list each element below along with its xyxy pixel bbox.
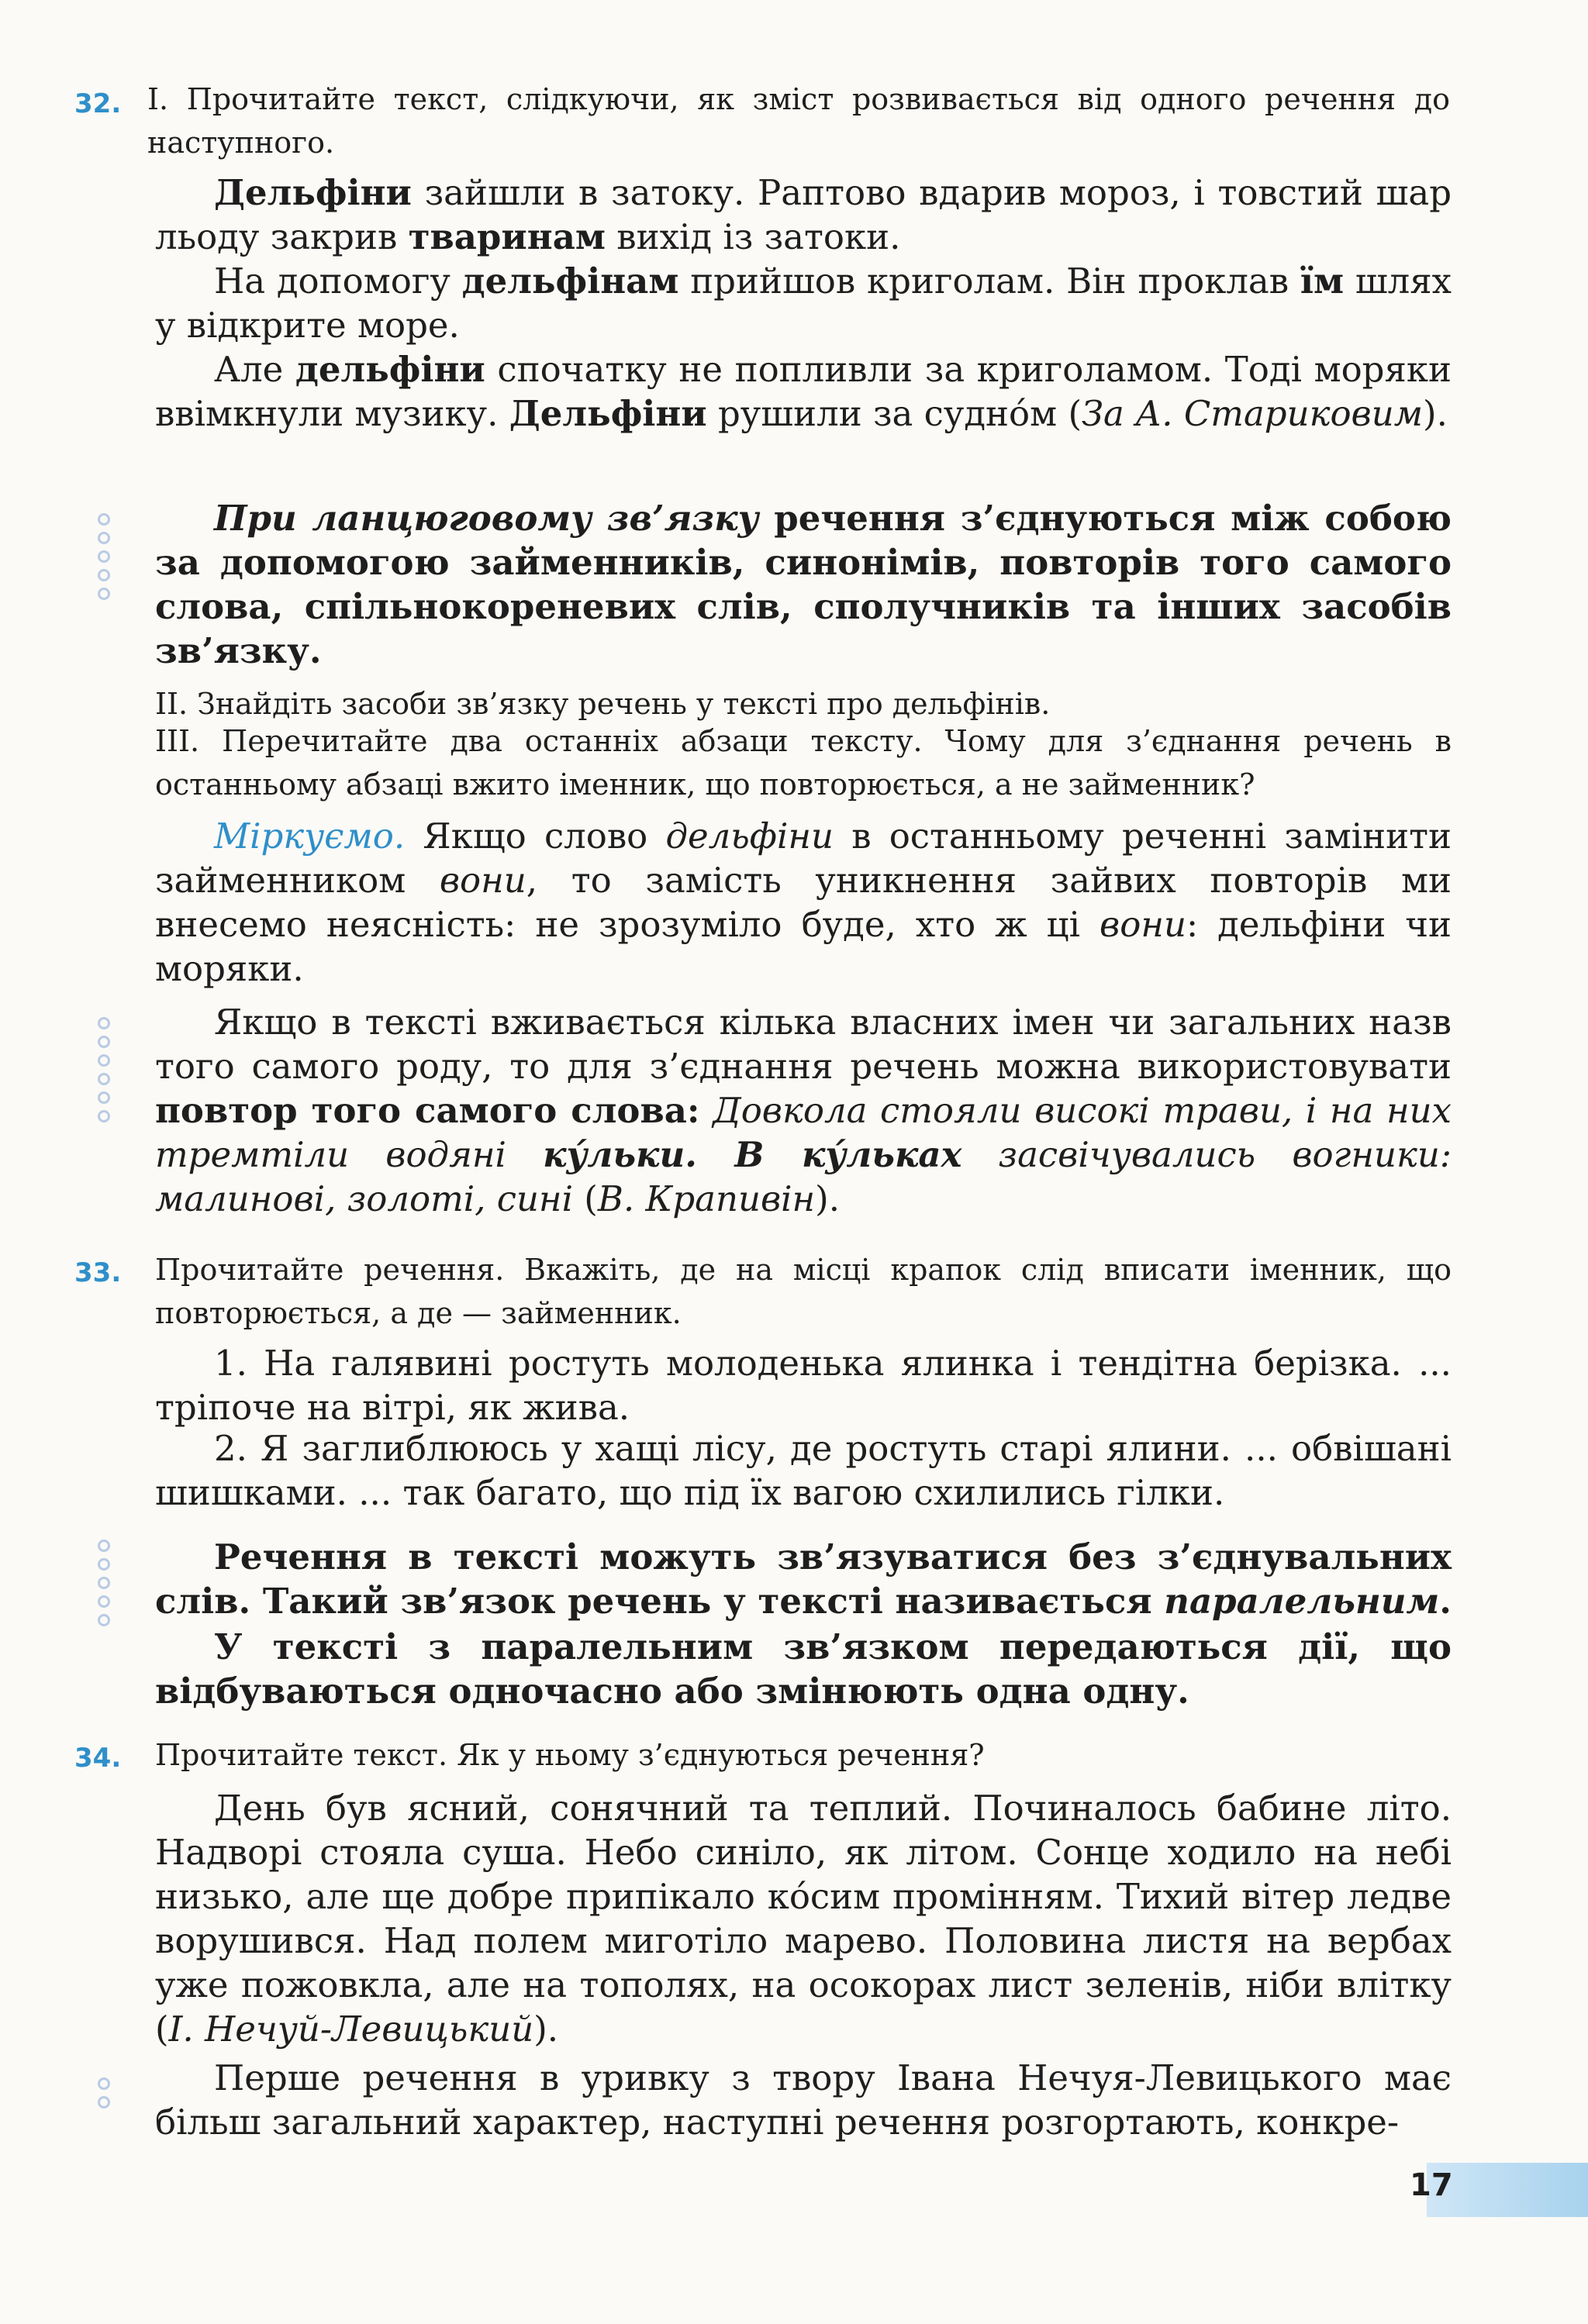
exercise-number: 32. xyxy=(74,88,122,119)
rule-marker-icon xyxy=(95,2077,113,2108)
task-instruction: Прочитайте речення. Вкажіть, де на місці крапок слід вписати іменник, що повторюється, а де — займенник. xyxy=(155,1253,1452,1330)
rule-marker-icon xyxy=(95,513,113,600)
note-paragraph: Якщо в тексті вживається кілька власних імен чи загальних назв того самого роду, то для з’єднання речень можна використовувати повтор того самого слова: Довкола стояли високі трави, і на них тремтіли водяні ку́льки. В ку́льках засвічувались вогники: малинові, золоті, сині (В. Крапивін). xyxy=(155,1002,1452,1219)
task-instruction: III. Перечитайте два останніх абзаци тексту. Чому для з’єднання речень в останньому абзаці вжито іменник, що повторюється, а не займенник? xyxy=(155,724,1452,802)
task-instruction: II. Знайдіть засоби зв’язку речень у тексті про дельфінів. xyxy=(155,687,1051,721)
exercise-number: 33. xyxy=(74,1257,122,1288)
sentence-item: 1. На галявині ростуть молоденька ялинка і тендітна берізка. ... тріпоче на вітрі, як жива. xyxy=(155,1343,1452,1428)
exercise-number: 34. xyxy=(74,1743,122,1774)
sentence-item: 2. Я заглиблююсь у хащі лісу, де ростуть старі ялини. ... обвішані шишками. ... так багато, що під їх вагою схилились гілки. xyxy=(155,1428,1452,1513)
rule-box: При ланцюговому зв’язку речення з’єднуються між собою за допомогою займенників, синонімів, повторів того самого слова, спільнокореневих слів, сполучників та інших засобів зв’язку. xyxy=(155,498,1452,671)
rule-marker-icon xyxy=(95,1540,113,1626)
task-instruction: I. Прочитайте текст, слідкуючи, як зміст розвивається від одного речення до наступного. xyxy=(147,82,1450,160)
comment-paragraph: Перше речення в уривку з твору Івана Нечуя-Левицького має більш загальний характер, наступні речення розгортають, конкре- xyxy=(155,2057,1452,2143)
text-paragraph: Але дельфіни спочатку не попливли за криголамом. Тоді моряки ввімкнули музику. Дельфіни рушили за судно́м (За А. Стариковим). xyxy=(155,349,1452,434)
rule-box: У тексті з паралельним зв’язком передаються дії, що відбуваються одночасно або змінюють одна одну. xyxy=(155,1626,1452,1712)
page-number: 17 xyxy=(1410,2167,1453,2203)
task-instruction: Прочитайте текст. Як у ньому з’єднуються речення? xyxy=(155,1738,985,1772)
rule-box: Речення в тексті можуть зв’язуватися без з’єднувальних слів. Такий зв’язок речень у тексті називається паралельним. xyxy=(155,1536,1452,1622)
reasoning-paragraph: Міркуємо. Якщо слово дельфіни в останньому реченні замінити займенником вони, то замість уникнення зайвих повторів ми внесемо неясність: не зрозуміло буде, хто ж ці вони: дельфіни чи моряки. xyxy=(155,815,1452,989)
text-paragraph: На допомогу дельфінам прийшов криголам. Він проклав їм шлях у відкрите море. xyxy=(155,260,1452,346)
rule-marker-icon xyxy=(95,1017,113,1122)
text-paragraph: День був ясний, сонячний та теплий. Починалось бабине літо. Надворі стояла суша. Небо синіло, як літом. Сонце ходило на небі низько, але ще добре припікало ко́сим промінням. Тихий вітер ледве ворушився. Над полем миготіло марево. Половина листя на вербах уже пожовкла, але на тополях, на осокорах лист зеленів, ніби влітку (І. Нечуй-Левицький). xyxy=(155,1788,1452,2050)
text-paragraph: Дельфіни зайшли в затоку. Раптово вдарив мороз, і товстий шар льоду закрив тваринам вихід із затоки. xyxy=(155,172,1452,257)
